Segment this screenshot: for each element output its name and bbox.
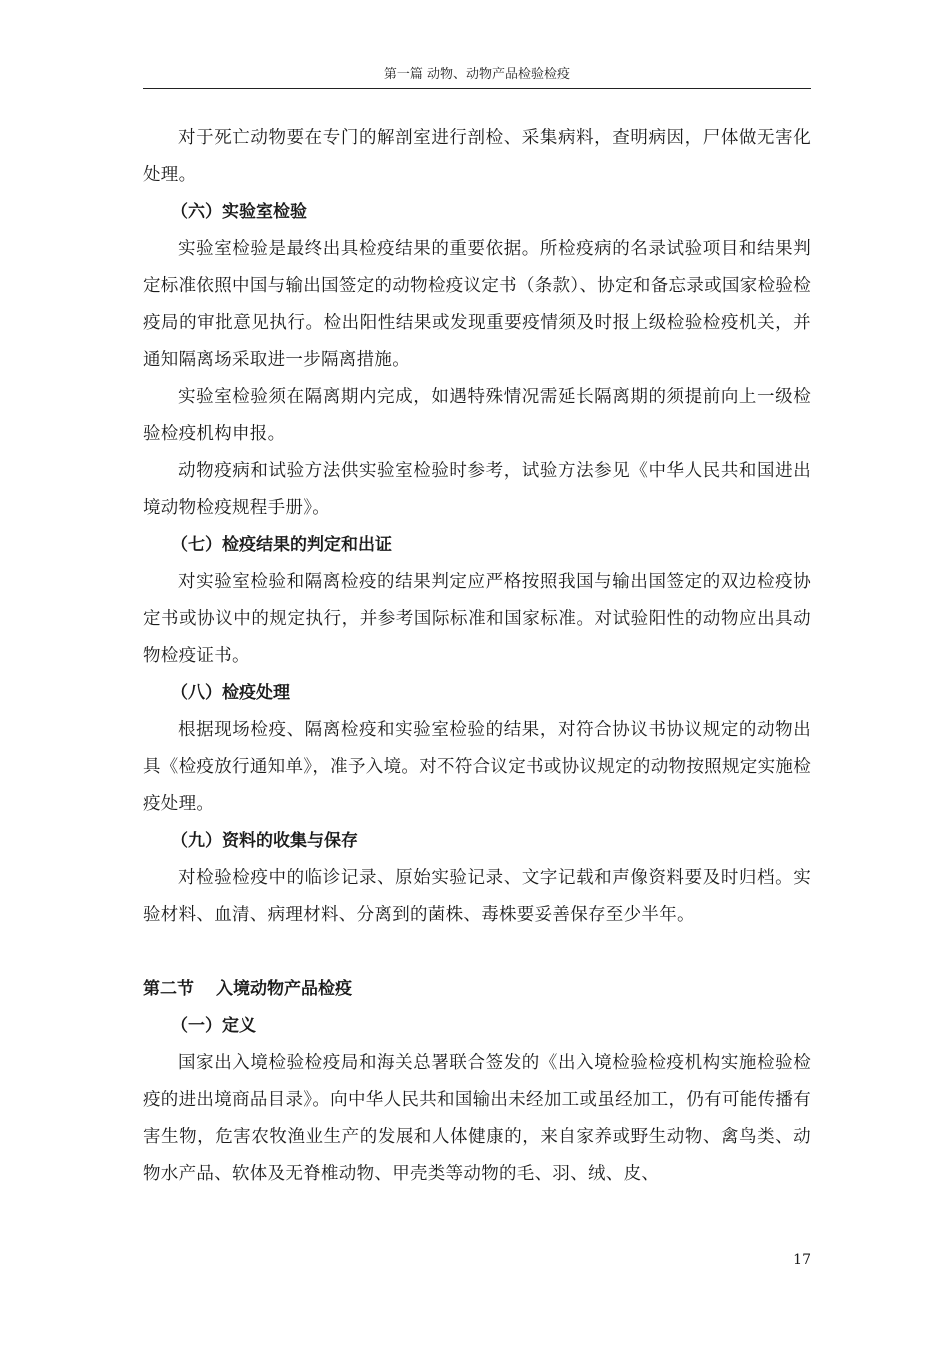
subheading-lab-inspection: （六）实验室检验 xyxy=(171,202,307,222)
subheading-results-certification: （七）检疫结果的判定和出证 xyxy=(171,535,392,555)
section-heading xyxy=(143,971,811,1008)
page-number: 17 xyxy=(793,1252,811,1268)
paragraph-lab-methods: 动物疫病和试验方法供实验室检验时参考，试验方法参见《中华人民共和国进出境动物检疫规程手册》。 xyxy=(143,461,811,518)
paragraph-results-judgement: 对实验室检验和隔离检疫的结果判定应严格按照我国与输出国签定的双边检疫协定书或协议中的规定执行，并参考国际标准和国家标准。对试验阳性的动物应出具动物检疫证书。 xyxy=(143,572,811,666)
subheading-records: （九）资料的收集与保存 xyxy=(171,831,358,851)
paragraph-definition: 国家出入境检验检疫局和海关总署联合签发的《出入境检验检疫机构实施检验检疫的进出境商品目录》。向中华人民共和国输出未经加工或虽经加工，仍有可能传播有害生物，危害农牧渔业生产的发展和人体健康的，来自家养或野生动物、禽鸟类、动物水产品、软体及无脊椎动物、甲壳类等动物的毛、羽、绒、皮、 xyxy=(143,1053,811,1184)
paragraph-lab-basis: 实验室检验是最终出具检疫结果的重要依据。所检疫病的名录试验项目和结果判定标准依照中国与输出国签定的动物检疫议定书（条款）、协定和备忘录或国家检验检疫局的审批意见执行。检出阳性结果或发现重要疫情须及时报上级检验检疫机关，并通知隔离场采取进一步隔离措施。 xyxy=(143,239,811,370)
paragraph-records: 对检验检疫中的临诊记录、原始实验记录、文字记载和声像资料要及时归档。实验材料、血清、病理材料、分离到的菌株、毒株要妥善保存至少半年。 xyxy=(143,868,811,925)
page-body xyxy=(143,120,811,1193)
header-rule xyxy=(143,88,811,89)
running-header: 第一篇 动物、动物产品检验检疫 xyxy=(383,67,571,82)
paragraph-dead-animals: 对于死亡动物要在专门的解剖室进行剖检、采集病料，查明病因，尸体做无害化处理。 xyxy=(143,128,811,185)
subheading-definition: （一）定义 xyxy=(171,1016,256,1036)
subheading-quarantine-treatment: （八）检疫处理 xyxy=(171,683,290,703)
paragraph-treatment: 根据现场检疫、隔离检疫和实验室检验的结果，对符合协议书协议规定的动物出具《检疫放行通知单》，准予入境。对不符合议定书或协议规定的动物按照规定实施检疫处理。 xyxy=(143,720,811,814)
paragraph-lab-timing: 实验室检验须在隔离期内完成，如遇特殊情况需延长隔离期的须提前向上一级检验检疫机构申报。 xyxy=(143,387,811,444)
section-title: 入境动物产品检疫 xyxy=(216,979,352,999)
section-number: 第二节 xyxy=(143,979,194,999)
